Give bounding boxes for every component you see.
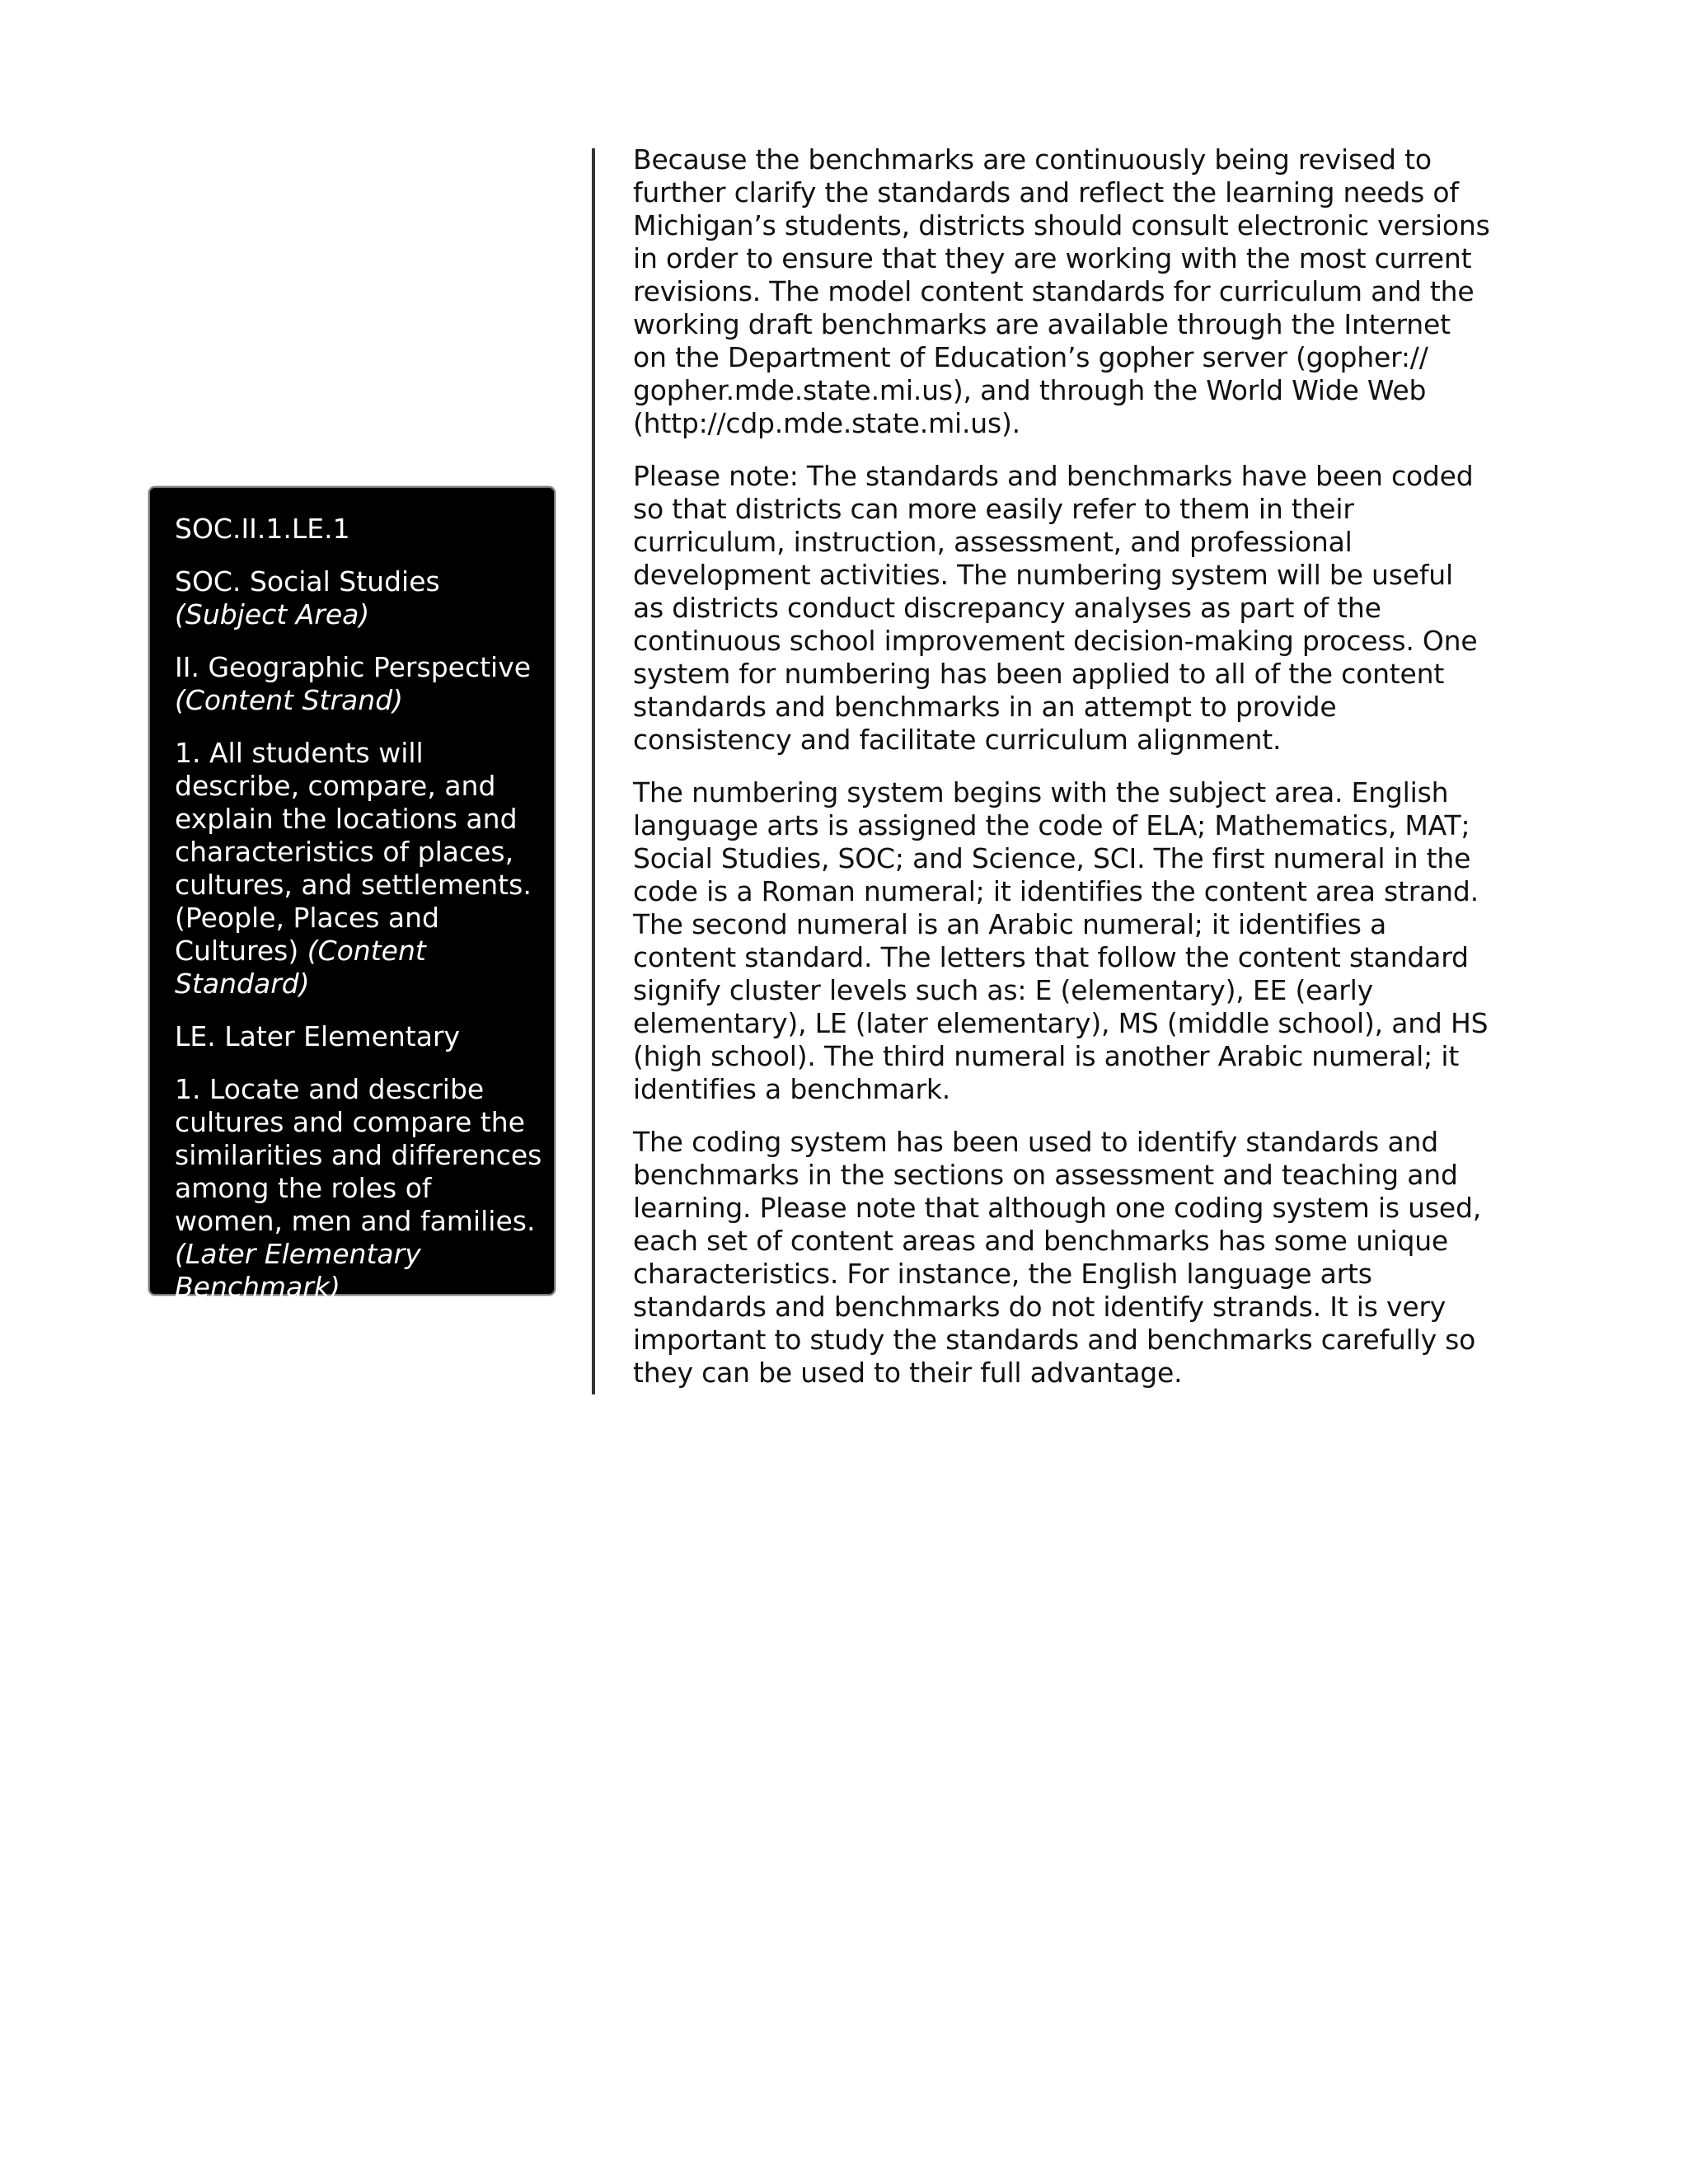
benchmark-entry bbox=[175, 1073, 542, 1304]
paragraph-coding-note: Please note: The standards and benchmarks have been coded so that districts can more easily refer to them in their curriculum, instruction, assessment, and professional development activities. The numbering system will be useful as districts conduct discrepancy analyses as part of the continuous school improvement decision-making process. One system for numbering has been applied to all of the content standards and benchmarks in an attempt to provide consistency and facilitate curriculum alignment. bbox=[633, 460, 1478, 756]
code-example: SOC.II.1.LE.1 bbox=[175, 513, 350, 545]
cluster-level-label: LE. Later Elementary bbox=[175, 1020, 461, 1052]
content-standard-note: (Content Standard) bbox=[175, 935, 426, 1000]
benchmark-note: (Later Elementary Benchmark) bbox=[175, 1238, 421, 1303]
content-standard-entry bbox=[175, 737, 542, 1001]
subject-area-note: (Subject Area) bbox=[175, 598, 370, 630]
paragraph-electronic-versions: Because the benchmarks are continuously being revised to further clarify the standards and reflect the learning needs of Michigan’s students, districts should consult electronic versions in order to ensure that they are working with the most current revisions. The model content standards for curriculum and the working draft benchmarks are available through the Internet on the Department of Education’s gopher server (gopher:// gopher.mde.state.mi.us), and through the World Wide Web (http://cdp.mde.state.mi.us). bbox=[633, 143, 1490, 439]
cluster-level-entry bbox=[175, 1020, 542, 1053]
content-strand-entry bbox=[175, 651, 542, 717]
content-standard-label: 1. All students will describe, compare, and explain the locations and characteristics of places, cultures, and settlements. (People, Places and Cultures) bbox=[175, 737, 532, 967]
code-example-box bbox=[148, 486, 556, 1303]
paragraph-coding-usage: The coding system has been used to identify standards and benchmarks in the sections on assessment and teaching and learning. Please note that although one coding system is used, each set of content areas and benchmarks has some unique characteristics. For instance, the English language arts standards and benchmarks do not identify strands. It is very important to study the standards and benchmarks carefully so they can be used to their full advantage. bbox=[633, 1126, 1482, 1389]
content-strand-label: II. Geographic Perspective bbox=[175, 651, 532, 683]
subject-area-entry bbox=[175, 565, 542, 631]
paragraph-numbering-system: The numbering system begins with the subject area. English language arts is assigned the code of ELA; Mathematics, MAT; Social Studies, SOC; and Science, SCI. The first numeral in the code is a Roman numeral; it identifies the content area strand. The second numeral is an Arabic numeral; it identifies a content standard. The letters that follow the content standard signify cluster levels such as: E (elementary), EE (early elementary), LE (later elementary), MS (middle school), and HS (high school). The third numeral is another Arabic numeral; it identifies a benchmark. bbox=[633, 776, 1489, 1105]
benchmark-label: 1. Locate and describe cultures and compare the similarities and differences among the roles of women, men and families. bbox=[175, 1073, 542, 1237]
content-strand-note: (Content Strand) bbox=[175, 684, 404, 716]
column-divider bbox=[592, 148, 595, 1394]
subject-area-label: SOC. Social Studies bbox=[175, 565, 440, 598]
main-text-column bbox=[633, 143, 1490, 1390]
